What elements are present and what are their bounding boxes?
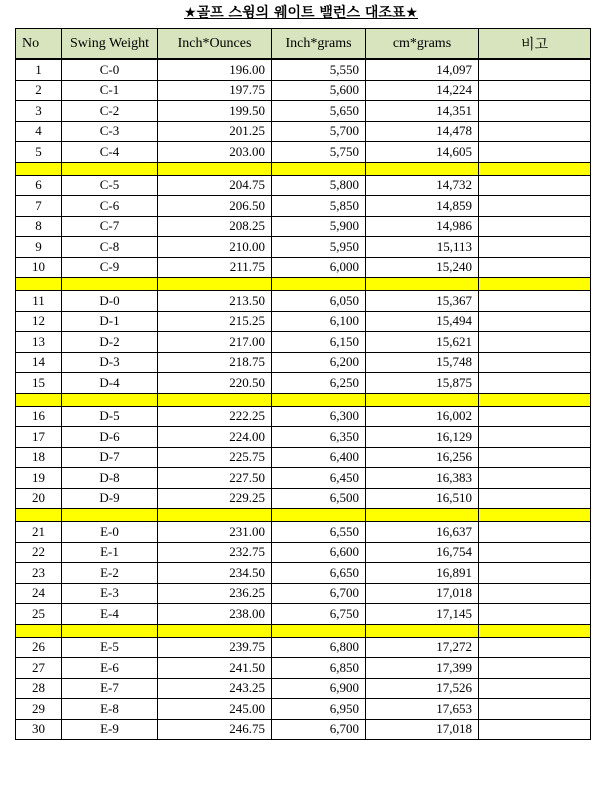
- cell-cg: 17,018: [366, 719, 479, 740]
- cell-cg: 14,351: [366, 101, 479, 122]
- cell-note: [479, 488, 591, 509]
- table-row: [16, 311, 591, 332]
- cell-cg: 15,494: [366, 311, 479, 332]
- table-body: [16, 59, 591, 740]
- cell-io: 213.50: [158, 291, 272, 312]
- separator-cell: [158, 624, 272, 637]
- cell-sw: D-1: [62, 311, 158, 332]
- cell-cg: 17,526: [366, 678, 479, 699]
- cell-cg: 14,478: [366, 121, 479, 142]
- table-row: [16, 352, 591, 373]
- separator-cell: [16, 509, 62, 522]
- table-row: [16, 237, 591, 258]
- separator-cell: [272, 509, 366, 522]
- header-row: [16, 29, 591, 60]
- cell-ig: 6,850: [272, 658, 366, 679]
- cell-sw: E-9: [62, 719, 158, 740]
- cell-note: [479, 563, 591, 584]
- group-separator-row: [16, 393, 591, 406]
- cell-note: [479, 542, 591, 563]
- cell-note: [479, 719, 591, 740]
- cell-sw: E-8: [62, 699, 158, 720]
- separator-cell: [158, 278, 272, 291]
- table-row: [16, 637, 591, 658]
- cell-io: 210.00: [158, 237, 272, 258]
- cell-sw: D-3: [62, 352, 158, 373]
- cell-io: 196.00: [158, 59, 272, 80]
- cell-no: 5: [16, 142, 62, 163]
- cell-cg: 16,637: [366, 522, 479, 543]
- cell-cg: 14,986: [366, 216, 479, 237]
- separator-cell: [62, 162, 158, 175]
- cell-io: 232.75: [158, 542, 272, 563]
- table-row: [16, 332, 591, 353]
- cell-note: [479, 311, 591, 332]
- separator-cell: [366, 624, 479, 637]
- cell-sw: E-6: [62, 658, 158, 679]
- cell-note: [479, 447, 591, 468]
- cell-sw: C-8: [62, 237, 158, 258]
- cell-io: 206.50: [158, 196, 272, 217]
- cell-cg: 16,510: [366, 488, 479, 509]
- separator-cell: [16, 162, 62, 175]
- cell-io: 199.50: [158, 101, 272, 122]
- cell-ig: 5,650: [272, 101, 366, 122]
- cell-note: [479, 257, 591, 278]
- separator-cell: [479, 393, 591, 406]
- group-separator-row: [16, 162, 591, 175]
- table-row: [16, 373, 591, 394]
- header-inch-ounces: Inch*Ounces: [158, 29, 272, 60]
- table-row: [16, 542, 591, 563]
- cell-ig: 6,650: [272, 563, 366, 584]
- cell-ig: 6,800: [272, 637, 366, 658]
- cell-ig: 6,350: [272, 427, 366, 448]
- cell-no: 24: [16, 583, 62, 604]
- cell-io: 241.50: [158, 658, 272, 679]
- cell-cg: 14,605: [366, 142, 479, 163]
- cell-cg: 17,272: [366, 637, 479, 658]
- cell-note: [479, 583, 591, 604]
- cell-cg: 16,891: [366, 563, 479, 584]
- cell-io: 203.00: [158, 142, 272, 163]
- cell-no: 13: [16, 332, 62, 353]
- cell-note: [479, 604, 591, 625]
- cell-no: 3: [16, 101, 62, 122]
- cell-no: 26: [16, 637, 62, 658]
- cell-io: 204.75: [158, 175, 272, 196]
- cell-ig: 6,000: [272, 257, 366, 278]
- cell-sw: C-7: [62, 216, 158, 237]
- separator-cell: [16, 278, 62, 291]
- cell-no: 11: [16, 291, 62, 312]
- cell-cg: 15,875: [366, 373, 479, 394]
- cell-sw: C-1: [62, 80, 158, 101]
- cell-io: 239.75: [158, 637, 272, 658]
- cell-ig: 6,400: [272, 447, 366, 468]
- cell-no: 30: [16, 719, 62, 740]
- cell-ig: 5,800: [272, 175, 366, 196]
- cell-sw: E-0: [62, 522, 158, 543]
- table-row: [16, 142, 591, 163]
- group-separator-row: [16, 509, 591, 522]
- cell-note: [479, 658, 591, 679]
- table-row: [16, 59, 591, 80]
- cell-note: [479, 291, 591, 312]
- table-row: [16, 291, 591, 312]
- cell-no: 1: [16, 59, 62, 80]
- header-cm-grams: cm*grams: [366, 29, 479, 60]
- cell-sw: C-5: [62, 175, 158, 196]
- cell-no: 22: [16, 542, 62, 563]
- cell-sw: C-3: [62, 121, 158, 142]
- separator-cell: [272, 624, 366, 637]
- cell-cg: 14,859: [366, 196, 479, 217]
- cell-cg: 16,383: [366, 468, 479, 489]
- cell-ig: 6,750: [272, 604, 366, 625]
- separator-cell: [62, 624, 158, 637]
- table-row: [16, 80, 591, 101]
- cell-sw: C-6: [62, 196, 158, 217]
- cell-cg: 15,240: [366, 257, 479, 278]
- cell-sw: C-9: [62, 257, 158, 278]
- cell-no: 15: [16, 373, 62, 394]
- cell-cg: 17,018: [366, 583, 479, 604]
- cell-ig: 6,550: [272, 522, 366, 543]
- cell-ig: 6,150: [272, 332, 366, 353]
- table-row: [16, 719, 591, 740]
- cell-cg: 15,113: [366, 237, 479, 258]
- cell-no: 16: [16, 406, 62, 427]
- table-row: [16, 175, 591, 196]
- cell-io: 229.25: [158, 488, 272, 509]
- header-swing-weight: Swing Weight: [62, 29, 158, 60]
- separator-cell: [158, 509, 272, 522]
- table-row: [16, 257, 591, 278]
- cell-io: 245.00: [158, 699, 272, 720]
- cell-ig: 6,600: [272, 542, 366, 563]
- header-inch-grams: Inch*grams: [272, 29, 366, 60]
- cell-no: 25: [16, 604, 62, 625]
- cell-sw: E-4: [62, 604, 158, 625]
- cell-sw: E-5: [62, 637, 158, 658]
- cell-note: [479, 216, 591, 237]
- cell-io: 197.75: [158, 80, 272, 101]
- cell-io: 225.75: [158, 447, 272, 468]
- cell-cg: 15,748: [366, 352, 479, 373]
- table-row: [16, 563, 591, 584]
- cell-no: 9: [16, 237, 62, 258]
- cell-note: [479, 80, 591, 101]
- separator-cell: [62, 278, 158, 291]
- cell-cg: 14,732: [366, 175, 479, 196]
- cell-no: 20: [16, 488, 62, 509]
- separator-cell: [479, 162, 591, 175]
- cell-ig: 6,900: [272, 678, 366, 699]
- cell-sw: D-0: [62, 291, 158, 312]
- cell-io: 227.50: [158, 468, 272, 489]
- table-row: [16, 427, 591, 448]
- separator-cell: [16, 624, 62, 637]
- cell-note: [479, 678, 591, 699]
- separator-cell: [62, 393, 158, 406]
- separator-cell: [366, 162, 479, 175]
- cell-io: 222.25: [158, 406, 272, 427]
- cell-ig: 5,600: [272, 80, 366, 101]
- header-note: 비고: [479, 29, 591, 60]
- table-row: [16, 101, 591, 122]
- cell-no: 14: [16, 352, 62, 373]
- separator-cell: [366, 278, 479, 291]
- cell-cg: 16,002: [366, 406, 479, 427]
- separator-cell: [366, 393, 479, 406]
- cell-cg: 14,097: [366, 59, 479, 80]
- cell-ig: 5,700: [272, 121, 366, 142]
- separator-cell: [62, 509, 158, 522]
- table-row: [16, 699, 591, 720]
- table-row: [16, 447, 591, 468]
- cell-io: 201.25: [158, 121, 272, 142]
- cell-note: [479, 406, 591, 427]
- cell-ig: 6,700: [272, 719, 366, 740]
- separator-cell: [272, 393, 366, 406]
- cell-io: 246.75: [158, 719, 272, 740]
- cell-sw: E-7: [62, 678, 158, 699]
- cell-cg: 16,754: [366, 542, 479, 563]
- cell-no: 23: [16, 563, 62, 584]
- swing-weight-table: [15, 28, 591, 740]
- cell-io: 217.00: [158, 332, 272, 353]
- cell-note: [479, 637, 591, 658]
- cell-no: 21: [16, 522, 62, 543]
- cell-io: 236.25: [158, 583, 272, 604]
- cell-note: [479, 142, 591, 163]
- cell-no: 18: [16, 447, 62, 468]
- cell-ig: 6,250: [272, 373, 366, 394]
- cell-ig: 5,900: [272, 216, 366, 237]
- cell-note: [479, 468, 591, 489]
- cell-no: 6: [16, 175, 62, 196]
- cell-io: 220.50: [158, 373, 272, 394]
- cell-no: 10: [16, 257, 62, 278]
- separator-cell: [16, 393, 62, 406]
- cell-sw: D-9: [62, 488, 158, 509]
- cell-sw: D-6: [62, 427, 158, 448]
- table-row: [16, 121, 591, 142]
- cell-no: 4: [16, 121, 62, 142]
- cell-no: 17: [16, 427, 62, 448]
- cell-sw: E-3: [62, 583, 158, 604]
- cell-note: [479, 59, 591, 80]
- cell-cg: 14,224: [366, 80, 479, 101]
- cell-sw: D-4: [62, 373, 158, 394]
- separator-cell: [479, 624, 591, 637]
- table-row: [16, 604, 591, 625]
- cell-note: [479, 101, 591, 122]
- separator-cell: [272, 162, 366, 175]
- cell-ig: 5,750: [272, 142, 366, 163]
- cell-sw: C-0: [62, 59, 158, 80]
- cell-ig: 5,550: [272, 59, 366, 80]
- cell-sw: D-5: [62, 406, 158, 427]
- cell-cg: 16,256: [366, 447, 479, 468]
- cell-ig: 6,950: [272, 699, 366, 720]
- cell-ig: 6,500: [272, 488, 366, 509]
- separator-cell: [366, 509, 479, 522]
- cell-io: 208.25: [158, 216, 272, 237]
- cell-sw: C-2: [62, 101, 158, 122]
- cell-no: 27: [16, 658, 62, 679]
- cell-sw: D-2: [62, 332, 158, 353]
- cell-note: [479, 522, 591, 543]
- cell-io: 215.25: [158, 311, 272, 332]
- cell-note: [479, 352, 591, 373]
- cell-ig: 6,300: [272, 406, 366, 427]
- cell-cg: 15,367: [366, 291, 479, 312]
- cell-ig: 6,050: [272, 291, 366, 312]
- cell-cg: 17,653: [366, 699, 479, 720]
- table-row: [16, 522, 591, 543]
- header-no: No: [16, 29, 62, 60]
- table-row: [16, 196, 591, 217]
- cell-note: [479, 237, 591, 258]
- cell-cg: 15,621: [366, 332, 479, 353]
- cell-ig: 6,700: [272, 583, 366, 604]
- table-row: [16, 216, 591, 237]
- cell-no: 8: [16, 216, 62, 237]
- page-title: [0, 2, 602, 24]
- cell-ig: 5,850: [272, 196, 366, 217]
- separator-cell: [158, 393, 272, 406]
- cell-sw: E-2: [62, 563, 158, 584]
- separator-cell: [272, 278, 366, 291]
- table-row: [16, 658, 591, 679]
- cell-note: [479, 196, 591, 217]
- group-separator-row: [16, 624, 591, 637]
- cell-no: 2: [16, 80, 62, 101]
- cell-note: [479, 175, 591, 196]
- cell-io: 211.75: [158, 257, 272, 278]
- cell-cg: 16,129: [366, 427, 479, 448]
- cell-no: 7: [16, 196, 62, 217]
- cell-cg: 17,399: [366, 658, 479, 679]
- table-row: [16, 468, 591, 489]
- table-row: [16, 406, 591, 427]
- cell-io: 234.50: [158, 563, 272, 584]
- cell-sw: D-7: [62, 447, 158, 468]
- cell-io: 218.75: [158, 352, 272, 373]
- table-row: [16, 583, 591, 604]
- cell-io: 238.00: [158, 604, 272, 625]
- page-title-text: ★골프 스윙의 웨이트 밸런스 대조표★: [184, 5, 418, 21]
- cell-ig: 5,950: [272, 237, 366, 258]
- group-separator-row: [16, 278, 591, 291]
- cell-no: 28: [16, 678, 62, 699]
- separator-cell: [479, 509, 591, 522]
- cell-ig: 6,100: [272, 311, 366, 332]
- cell-io: 231.00: [158, 522, 272, 543]
- cell-sw: D-8: [62, 468, 158, 489]
- cell-note: [479, 332, 591, 353]
- separator-cell: [158, 162, 272, 175]
- table-row: [16, 678, 591, 699]
- cell-io: 224.00: [158, 427, 272, 448]
- cell-sw: E-1: [62, 542, 158, 563]
- separator-cell: [479, 278, 591, 291]
- cell-note: [479, 427, 591, 448]
- cell-no: 19: [16, 468, 62, 489]
- cell-note: [479, 373, 591, 394]
- cell-no: 29: [16, 699, 62, 720]
- cell-note: [479, 121, 591, 142]
- cell-no: 12: [16, 311, 62, 332]
- cell-note: [479, 699, 591, 720]
- cell-io: 243.25: [158, 678, 272, 699]
- table-row: [16, 488, 591, 509]
- cell-ig: 6,450: [272, 468, 366, 489]
- cell-ig: 6,200: [272, 352, 366, 373]
- cell-sw: C-4: [62, 142, 158, 163]
- cell-cg: 17,145: [366, 604, 479, 625]
